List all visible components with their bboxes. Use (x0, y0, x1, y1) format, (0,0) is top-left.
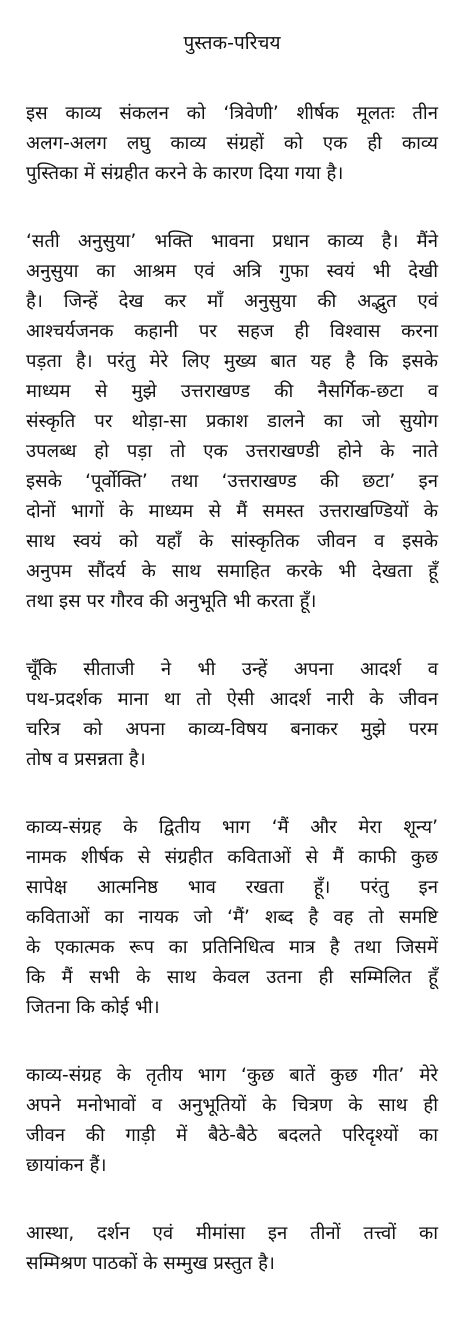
text-line: अनुपम सौंदर्य के साथ समाहित करके भी देखता हूँ (26, 561, 438, 582)
text-line: है। जिन्हें देख कर माँ अनुसुया की अद्भुत एवं (26, 291, 438, 312)
text-line: तथा इस पर गौरव की अनुभूति भी करता हूँ। (26, 591, 317, 612)
paragraph-3 (26, 655, 438, 775)
text-line: अनुसुया का आश्रम एवं अत्रि गुफा स्वयं भी देखी (26, 261, 438, 282)
text-line: आस्था, दर्शन एवं मीमांसा इन तीनों तत्त्वों का (26, 1223, 438, 1244)
text-line: अपने मनोभावों व अनुभूतियों के चित्रण के साथ ही (26, 1095, 438, 1116)
paragraph-6 (26, 1219, 438, 1279)
text-line: दोनों भागों के माध्यम से मैं समस्त उत्तराखण्डियों के (26, 501, 438, 522)
text-line: अलग-अलग लघु काव्य संग्रहों को एक ही काव्य (26, 133, 438, 154)
text-line: जितना कि कोई भी। (26, 997, 160, 1018)
text-line: पड़ता है। परंतु मेरे लिए मुख्य बात यह है कि इसके (26, 351, 438, 372)
text-line: चरित्र को अपना काव्य-विषय बनाकर मुझे परम (26, 719, 438, 740)
paragraph-1 (26, 99, 438, 189)
text-line: कविताओं का नायक जो ‘मैं’ शब्द है वह तो समष्टि (26, 907, 438, 928)
text-line: छायांकन हैं। (26, 1155, 107, 1176)
text-line: तोष व प्रसन्नता है। (26, 749, 146, 770)
text-line: साथ स्वयं को यहाँ के सांस्कृतिक जीवन व इसके (26, 531, 438, 552)
page-title: पुस्तक-परिचय (183, 32, 281, 54)
text-line: के एकात्मक रूप का प्रतिनिधित्व मात्र है तथा जिसमें (26, 937, 438, 958)
text-line: सम्मिश्रण पाठकों के सम्मुख प्रस्तुत है। (26, 1253, 275, 1274)
text-line: पुस्तिका में संग्रहीत करने के कारण दिया गया है। (26, 163, 344, 184)
paragraph-4 (26, 813, 438, 1023)
text-line: काव्य-संग्रह के तृतीय भाग ‘कुछ बातें कुछ गीत’ मेरे (26, 1065, 438, 1086)
text-line: ‘सती अनुसुया’ भक्ति भावना प्रधान काव्य है। मैंने (26, 231, 438, 252)
text-line: आश्चर्यजनक कहानी पर सहज ही विश्वास करना (26, 321, 438, 342)
text-line: इस काव्य संकलन को ‘त्रिवेणी’ शीर्षक मूलतः तीन (26, 103, 438, 124)
text-line: माध्यम से मुझे उत्तराखण्ड की नैसर्गिक-छटा व (26, 381, 438, 402)
text-line: पथ-प्रदर्शक माना था तो ऐसी आदर्श नारी के जीवन (26, 689, 438, 710)
paragraph-2 (26, 227, 438, 617)
text-line: इसके ‘पूर्वोक्ति’ तथा ‘उत्तराखण्ड की छटा’ इन (26, 471, 438, 492)
paragraph-5 (26, 1061, 438, 1181)
body-text (26, 99, 438, 1279)
text-line: चूँकि सीताजी ने भी उन्हें अपना आदर्श व (26, 659, 438, 680)
text-line: सापेक्ष आत्मनिष्ठ भाव रखता हूँ। परंतु इन (26, 877, 438, 898)
text-line: उपलब्ध हो पड़ा तो एक उत्तराखण्डी होने के नाते (26, 441, 438, 462)
text-line: कि मैं सभी के साथ केवल उतना ही सम्मिलित हूँ (26, 967, 438, 988)
text-line: काव्य-संग्रह के द्वितीय भाग ‘मैं और मेरा शून्य’ (26, 817, 438, 838)
text-line: संस्कृति पर थोड़ा-सा प्रकाश डालने का जो सुयोग (26, 411, 438, 432)
text-line: जीवन की गाड़ी में बैठे-बैठे बदलते परिदृश्यों का (26, 1125, 438, 1146)
text-line: नामक शीर्षक से संग्रहीत कविताओं से मैं काफी कुछ (26, 847, 438, 868)
